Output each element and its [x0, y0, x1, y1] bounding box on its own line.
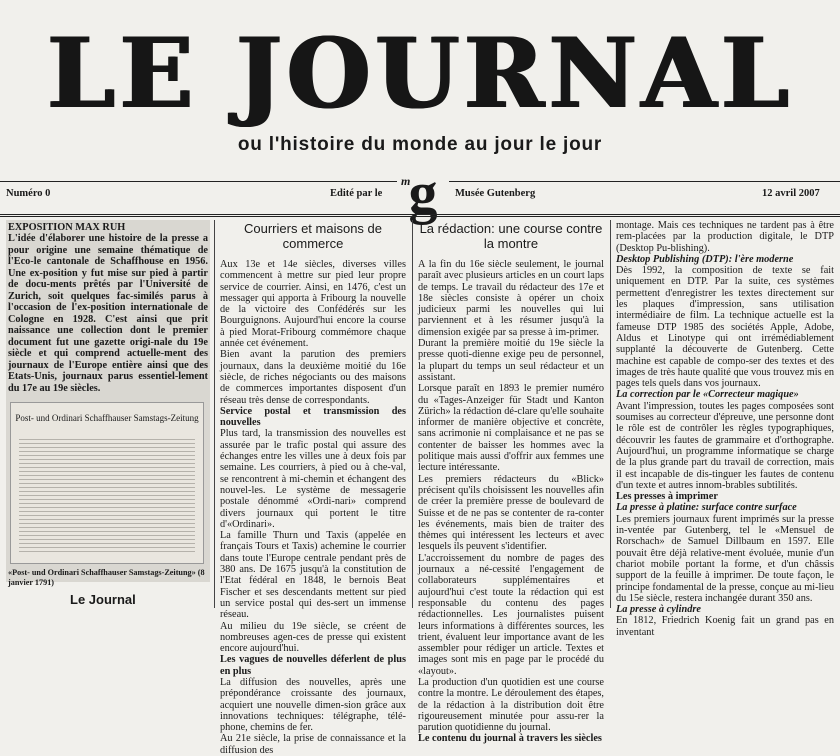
- exhibition-box: [6, 220, 210, 587]
- paragraph: Au 21e siècle, la prise de connaissance et la diffusion des: [220, 733, 406, 756]
- edited-by-label: Edité par le: [330, 188, 383, 199]
- paragraph: Au milieu du 19e siècle, se créent de nombreuses agen-ces de presse qui existent encore aujourd'hui.: [220, 620, 406, 655]
- headline-courriers: Courriers et maisons de commerce: [244, 221, 382, 251]
- subheading: Service postal et transmission des nouvelles: [220, 405, 406, 429]
- column-divider-3: [610, 220, 611, 608]
- issue-number: Numéro 0: [6, 188, 51, 199]
- paragraph: Avant l'impression, toutes les pages composées sont soumises au correcteur d'épreuve, une personne dont le rôle est de contrôler les règles typographiques, découvrir les fautes de grammaire et d'orthographe. Aujourd'hui, un programme informatique se charge de la plus grande part du travail de correction, mais il est incapable de dis-tinguer les fautes de contenu d'un texte et autres innom-brables subtilités.: [616, 400, 834, 491]
- paragraph: A la fin du 16e siècle seulement, le journal paraît avec plusieurs articles en un court laps de temps. Le travail du rédacteur des 17e et 18e siècles consiste à opérer un choix judicieux parmi les nouvelles qui lui parviennent et à les résumer jusqu'à la dimension exigée par sa presse à im-primer.: [418, 259, 604, 338]
- subheading: Les presses à imprimer: [616, 491, 718, 503]
- italic-subheading: La presse à cylindre: [616, 604, 701, 616]
- subheading: Les vagues de nouvelles déferlent de plus en plus: [220, 654, 406, 677]
- paragraph: Les premiers journaux furent imprimés sur la presse in-ventée par Gutenberg, tel le «Mensuel de Rorschach» de Samuel Dillbaum en 1597. Elle pouvait être déjà relative-ment évoluée, munie d'un chariot mobile portant la forme, et d'un châssis support de la feuille à imprimer. De toute façon, le principe fondamental de la presse, conçue au mi-lieu du 15e siècle, restera inchangée durant 350 ans.: [616, 513, 834, 604]
- paragraph: Durant la première moitié du 19e siècle la presse quoti-dienne exige peu de personnel, la plupart du temps un seul rédacteur et un assistant.: [418, 338, 604, 383]
- paragraph: Plus tard, la transmission des nouvelles est assurée par le trafic postal qui assure des échanges entre les villes une à deux fois par semaine. Les courriers, à pied ou à che-val, se rencontrent à mi-chemin et échangent des nouvel-les. Le système de messagerie postale dénommé «Ordi-nari» comprend divers journaux qui portent le titre d'«Ordinari».: [220, 428, 406, 530]
- masthead-double-rule: [0, 214, 840, 217]
- publisher-name: Musée Gutenberg: [455, 188, 536, 199]
- newspaper-subtitle: ou l'histoire du monde au jour le jour: [237, 134, 603, 155]
- logo-small-letter: m: [401, 174, 411, 188]
- section-heading-le-journal: Le Journal: [70, 592, 136, 607]
- masthead: [0, 0, 840, 178]
- paragraph: La diffusion des nouvelles, après une prépondérance croissante des journaux, acquiert une nouvelle dimen-sion grâce aux innovations techniques: télégraphe, télé-phone, chemins de fer.: [220, 676, 406, 734]
- italic-subheading: La presse à platine: surface contre surface: [616, 502, 797, 514]
- italic-subheading: La correction par le «Correcteur magique»: [616, 389, 799, 401]
- clipping-text-lines: [19, 439, 195, 555]
- logo-letter: g: [408, 160, 438, 225]
- paragraph: La famille Thurn und Taxis (appelée en français Tours et Taxis) achemine le courrier dans toute l'Europe centrale pendant près de 380 ans. De 1675 jusqu'à la constitution de l'Etat fédéral en 1848, le bernois Beat Fischer et ses descendants mettent sur pied un service postal qui des-sert un immense réseau.: [220, 530, 406, 621]
- paragraph: Les premiers rédacteurs du «Blick» précisent qu'ils choisissent les nouvelles afin de créer la première presse de boulevard de Suisse et de ne pas se contenter de ra-conter les événements, mais bien de traiter des thèmes qui intéressent les lecteurs et avec lesquels ils peuvent s'identifier.: [418, 473, 604, 553]
- exhibition-heading: EXPOSITION MAX RUH: [8, 222, 126, 233]
- issue-date: 12 avril 2007: [762, 188, 820, 199]
- paragraph: La production d'un quotidien est une course contre la montre. Le déroulement des étapes, de la rédaction à la distribution doit être rigoureusement minutée pour assu-rer la parution quotidienne du journal.: [418, 676, 604, 734]
- article-courriers: [220, 220, 406, 756]
- column-divider-1: [214, 220, 215, 608]
- newspaper-title: LE JOURNAL: [46, 17, 794, 130]
- paragraph: Bien avant la parution des premiers journaux, dans la deuxième moitié du 16e siècle, de riches négociants ou des maisons de commerces importantes disposent d'un réseau très dense de correspondants.: [220, 349, 406, 406]
- clipping-title: Post- und Ordinari Schaffhauser Samstags-Zeitung: [15, 413, 199, 424]
- exhibition-text: L'idée d'élaborer une histoire de la presse a pour origine une semaine thématique de l'Eco-le cantonale de Schaffhouse en 1956. Une ex-position y fut mise sur pied à partir de docu-ments prêtés par l'Université de Zurich, soit quelques fac-similés parus à l'occasion de l'ex-position internationale de Cologne en 1928. C'est ainsi que prit naissance une collection dont le premier document fut une gazette origi-nale du 19e siècle et qui comprend actuelle-ment des journaux de l'Europe entière ainsi que des Etats-Unis, journaux parus essentiel-lement du 17e au 19e siècles.: [8, 233, 208, 394]
- italic-subheading: Desktop Publishing (DTP): l'ère moderne: [616, 253, 794, 265]
- subheading: Le contenu du journal à travers les siècles: [418, 733, 602, 745]
- column-divider-2: [412, 220, 413, 608]
- paragraph: Lorsque paraît en 1893 le premier numéro du «Tages-Anzeiger für Stadt und Kanton Zürich» la rédaction dé-clare qu'elle souhaite informer de manière objective et concrète, sans acrimonie ni complaisance et ne pas se contenter de baisser les hommes avec la politique mais aussi d'offrir aux femmes une lecture intéressante.: [418, 383, 604, 474]
- paragraph: Aux 13e et 14e siècles, diverses villes commencent à mettre sur pied leur propre service de courrier. Ainsi, en 1476, c'est un messager qui apporta à Fribourg la nouvelle de la victoire des Confédérés sur les Bourguignons. Aujourd'hui encore la course à pied Morat-Fribourg commémore chaque année cet événement.: [220, 259, 406, 350]
- paragraph: En 1812, Friedrich Koenig fait un grand pas en inventant: [616, 615, 834, 638]
- headline-redaction: La rédaction: une course contre la montre: [419, 221, 603, 251]
- paragraph: L'accroissement du nombre de pages des journaux a né-cessité l'engagement de collaborateurs supplémentaires et aujourd'hui c'est toute la rédaction qui est responsable du contenu des pages rédactionnelles. Les journalistes puisent leurs informations à différentes sources, les trient, évaluent leur importance avant de les assembler pour rédiger un article. Textes et images sont mis en page par le procédé du «layout».: [418, 552, 604, 677]
- article-dtp: [616, 220, 834, 638]
- paragraph: Dès 1992, la composition de texte se fait uniquement en DTP. Par la suite, ces systèmes permettent d'enregistrer les textes directement sur les plaques d'impression, sans utilisation intermédiaire de film. La technique actuelle est la fameuse DTP 1985 des sociétés Apple, Adobe, Aldus et Linotype qui ont irrémédiablement supplanté la découverte de Gutenberg. Cette machine est capable de compo-ser des textes et des images de très haute qualité que vous trouvez mis en pages tels quels dans vos journaux.: [616, 265, 834, 390]
- clipping-caption: «Post- und Ordinari Schaffhauser Samstags-Zeitung» (8 janvier 1791): [8, 568, 205, 587]
- newspaper-clipping-image: [10, 402, 204, 564]
- paragraph: montage. Mais ces techniques ne tardent pas à être rem-placées par la production digitale, le DTP (Desktop Pu-blishing).: [616, 220, 834, 254]
- article-redaction: [418, 220, 604, 745]
